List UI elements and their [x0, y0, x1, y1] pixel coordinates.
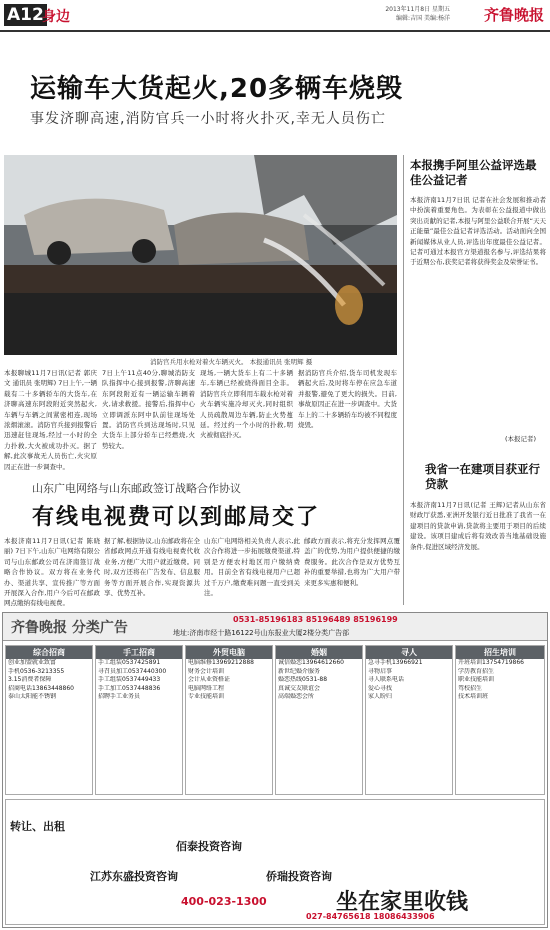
side-article-2: 本报济南11月7日讯(记者 王辉)记者从山东省财政厅获悉,亚洲开发银行近日批准了我省一在建项目的贷款申请,贷款将主要用于项目的后续建设。该项目建成后将有效改善当地基础设施条件,促进区域经济发展。 [410, 501, 546, 551]
ad-line: 高端婚恋会所 [278, 693, 315, 700]
fire-photo-illustration [4, 155, 397, 355]
ad-line: 手工组装0537425891 [98, 659, 161, 666]
side-article-1: 本报济南11月7日讯 记者在社会发展和推动者中扮演着重要角色。为表彰在公益报道中做出突出贡献的记者,本报与阿里公益联合开展“天天正能量”最佳公益记者评选活动。活动面向全国新闻媒体从业人员,评选出年度最佳公益记者。记者可通过本报官方渠道报名参与,评选结果将于近期公布,获奖记者将获得奖金及荣誉证书。 [410, 196, 546, 267]
ad-line: 手工组装0537449433 [98, 676, 161, 683]
ad-category-heading: 外贸电脑 [186, 646, 272, 659]
lead-column-3: 现场,一辆大货车上有二十多辆车,车辆已经被烧得面目全非。消防官兵立即利用车载水枪对着火车辆实施冷却灭火,同时组织人员疏散周边车辆,防止火势蔓延。经过约一个小时的扑救,明火被彻底扑灭。 [200, 369, 293, 440]
fire-photo [4, 155, 397, 355]
side-headline-1: 本报携手阿里公益评选最佳公益记者 [410, 158, 537, 187]
ad-jiangsu: 江苏东盛投资咨询 [90, 870, 178, 883]
ad-rent: 转让、出租 [10, 820, 65, 833]
section-name: 身边 [42, 9, 70, 25]
ads-phone: 0531-85196183 85196489 85196199 [233, 615, 398, 624]
ad-line: 电脑维修13969212888 [188, 659, 254, 666]
ad-line: 3.15消费者保障 [8, 676, 52, 683]
ad-category [5, 645, 93, 795]
story2-column-2: 据了解,根据协议,山东邮政将在全省邮政网点开通有线电视费代收业务,方便广大用户就近缴费。同时,双方还将在广告发布、信息服务等方面开展合作,实现资源共享、优势互补。 [104, 537, 200, 598]
ad-category [455, 645, 545, 795]
ad-line: 寻人联系电话 [368, 676, 405, 683]
ad-category-heading: 手工招商 [96, 646, 182, 659]
story2-column-4: 邮政方面表示,将充分发挥网点覆盖广的优势,为用户提供便捷的缴费服务。此次合作是双方优势互补的重要举措,也将为广大用户带来更多实惠和便利。 [304, 537, 400, 587]
ad-line: 寻物启事 [368, 667, 393, 675]
story2-kicker: 山东广电网络与山东邮政签订战略合作协议 [32, 482, 241, 495]
ad-category-heading: 招生培训 [456, 646, 544, 659]
ad-line: 学历教育招生 [458, 667, 495, 675]
ad-category [185, 645, 273, 795]
ad-line: 创业加盟就业致富 [8, 659, 57, 666]
ad-line: 专业技能培训 [188, 693, 225, 700]
lead-column-1: 本报聊城11月7日讯(记者 郭庆文 通讯员 张明辉) 7日上午,一辆载有二十多辆轿车的大货车,在济聊高速东阿段附近突然起火,车辆与车辆之间紧密相连,现场浓烟滚滚。消防官兵接到报警后迅速赶往现场,经过一小时的全力扑救,大火被成功扑灭。据了解,此次事故无人员伤亡,火灾原因正在进一步调查中。 [4, 369, 97, 471]
ad-line: 驾校招生 [458, 684, 483, 692]
page-header [0, 0, 550, 32]
story2-headline: 有线电视费可以到邮局交了 [32, 505, 321, 530]
ad-category [95, 645, 183, 795]
ad-home-income: 坐在家里收钱 [336, 890, 469, 915]
lead-headline: 运输车大货起火,20多辆车烧毁 [30, 74, 404, 104]
ad-line: 真诚交友联谊会 [278, 684, 321, 692]
ad-line: 诚信婚恋13964612660 [278, 659, 344, 666]
lead-column-2: 7日上午11点40分,聊城消防支队指挥中心接到报警,济聊高速东阿段附近有一辆运输车辆着火,请求救援。接警后,指挥中心立即调派东阿中队前往现场处置。消防官兵到达现场时,只见大货车上部分轿车已经燃烧,火势较大。 [102, 369, 195, 450]
ad-phone-numbers: 027-84765618 18086433906 [306, 912, 435, 921]
ad-line: 开班培训13754719866 [458, 659, 524, 666]
ad-category-heading: 综合招商 [6, 646, 92, 659]
story2-column-1: 本报济南11月7日讯(记者 陈晓丽) 7日下午,山东广电网络有限公司与山东邮政公司在济南签订战略合作协议。双方将在业务代办、渠道共享、宣传推广等方面开展深入合作,用户今后可在邮政网点缴纳有线电视费。 [4, 537, 100, 608]
ad-line: 家人盼归 [368, 693, 393, 700]
ad-line: 职业技能培训 [458, 676, 495, 683]
side-byline-1: (本报记者) [505, 435, 537, 443]
column-divider [403, 155, 404, 605]
ad-line: 财务会计培训 [188, 667, 225, 675]
ad-category-heading: 寻人 [366, 646, 452, 659]
issue-editor: 编辑:吉国 美编:杨洋 [396, 15, 450, 22]
ad-category-heading: 婚姻 [276, 646, 362, 659]
issue-info [385, 5, 450, 23]
ad-line: 泰山太阳能不锈钢 [8, 693, 57, 700]
ad-line: 爱心寻找 [368, 684, 393, 692]
ad-line: 手工加工0537448836 [98, 684, 161, 692]
ads-logo: 齐鲁晚报 分类广告 [11, 620, 128, 636]
ad-line: 电脑网络工程 [188, 684, 225, 692]
ad-baitai: 佰泰投资咨询 [176, 840, 242, 853]
ad-line: 会计从业资格证 [188, 676, 231, 683]
issue-date: 2013年11月8日 星期五 [385, 6, 450, 13]
lead-subheadline: 事发济聊高速,消防官兵一小时将火扑灭,幸无人员伤亡 [30, 111, 386, 127]
ad-line: 婚恋热线0531-88 [278, 676, 328, 683]
ads-banner [3, 613, 547, 641]
display-ads [5, 799, 545, 925]
photo-caption: 消防官兵用水枪对着火车辆灭火。 本报通讯员 张明辉 摄 [150, 358, 313, 366]
ad-line: 招聘手工业务员 [98, 693, 141, 700]
ad-line: 手机0536-3213355 [8, 667, 65, 675]
ads-address: 地址:济南市经十路16122号山东报业大厦2楼分类广告部 [173, 629, 350, 637]
ad-line: 寻召员加工0537440300 [98, 667, 167, 675]
ad-qiaorui: 侨瑞投资咨询 [266, 870, 332, 883]
ad-line: 招商电话13863448860 [8, 684, 74, 692]
ad-line: 技术培训班 [458, 693, 489, 700]
classified-ads [2, 612, 548, 928]
ad-line: 新世纪婚介服务 [278, 667, 321, 675]
ad-hotline: 400-023-1300 [181, 895, 267, 908]
ad-category [365, 645, 453, 795]
page-number: A12 [4, 4, 47, 26]
story2-column-3: 山东广电网络相关负责人表示,此次合作将进一步拓展缴费渠道,特别是方便农村地区用户缴纳费用。目前全省有线电视用户已超过千万户,缴费难问题一直受到关注。 [204, 537, 300, 598]
side-headline-2: 我省一在建项目获亚行贷款 [425, 462, 540, 491]
lead-column-4: 据消防官兵介绍,货车司机发现车辆起火后,及时将车停在应急车道并报警,避免了更大的损失。目前,事故原因正在进一步调查中。大货车上的二十多辆轿车均被不同程度烧毁。 [298, 369, 397, 430]
newspaper-logo: 齐鲁晚报 [483, 6, 544, 24]
ad-category [275, 645, 363, 795]
ad-line: 急寻手机13966921 [368, 659, 423, 666]
